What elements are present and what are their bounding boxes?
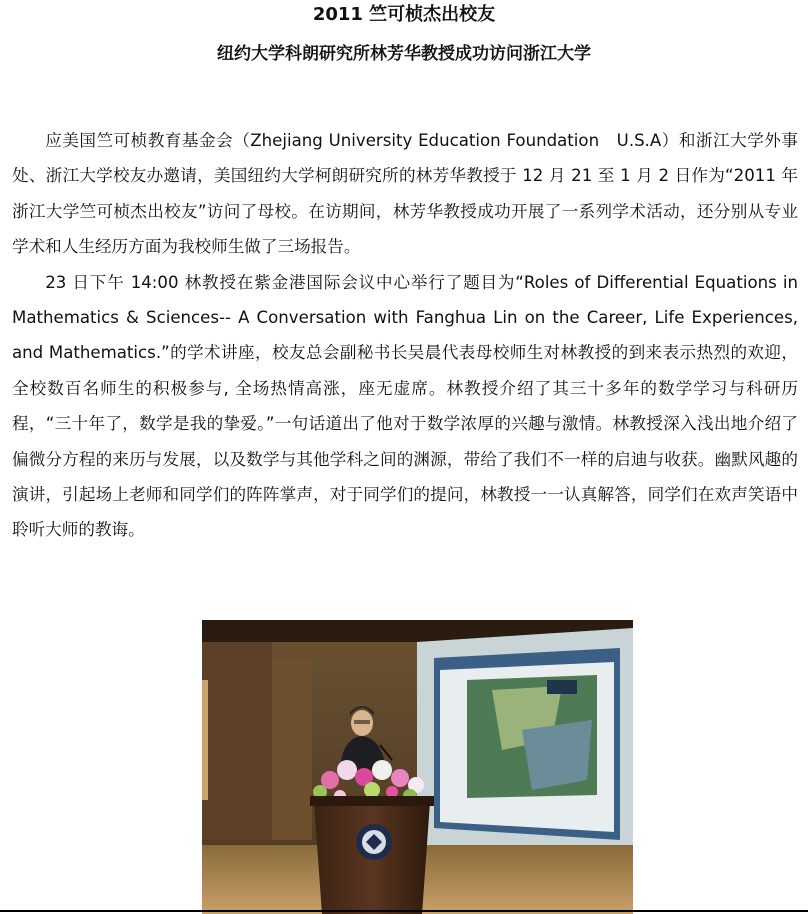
paragraph-2: 23 日下午 14:00 林教授在紫金港国际会议中心举行了题目为“Roles of Differential Equations in Mathematics & Sciences-- A Conversation with Fanghua Lin on the Career, Life Experiences, and Mathematics.”的学术讲座，校友总会副秘书长吴晨代表母校师生对林教授的到来表示热烈的欢迎，全校数百名师生的积极参与, 全场热情高涨，座无虚席。林教授介绍了其三十多年的数学学习与科研历程，“三十年了，数学是我的挚爱。”一句话道出了他对于数学浓厚的兴趣与激情。林教授深入浅出地介绍了偏微分方程的来历与发展，以及数学与其他学科之间的渊源，带给了我们不一样的启迪与收获。幽默风趣的演讲，引起场上老师和同学们的阵阵掌声，对于同学们的提问，林教授一一认真解答，同学们在欢声笑语中聆听大师的教诲。 [12, 272, 798, 540]
lecture-photo [202, 620, 633, 914]
page-subtitle: 纽约大学科朗研究所林芳华教授成功访问浙江大学 [217, 44, 591, 64]
bottom-divider [0, 910, 808, 912]
lecture-photo-illustration [202, 620, 633, 914]
article-body [12, 123, 798, 548]
page-title: 2011 竺可桢杰出校友 [312, 4, 496, 25]
paragraph-1: 应美国竺可桢教育基金会（Zhejiang University Education Foundation U.S.A）和浙江大学外事处、浙江大学校友办邀请，美国纽约大学柯朗研究所的林芳华教授于 12 月 21 至 1 月 2 日作为“2011 年浙江大学竺可桢杰出校友”访问了母校。在访期间，林芳华教授成功开展了一系列学术活动，还分别从专业学术和人生经历方面为我校师生做了三场报告。 [12, 131, 798, 257]
